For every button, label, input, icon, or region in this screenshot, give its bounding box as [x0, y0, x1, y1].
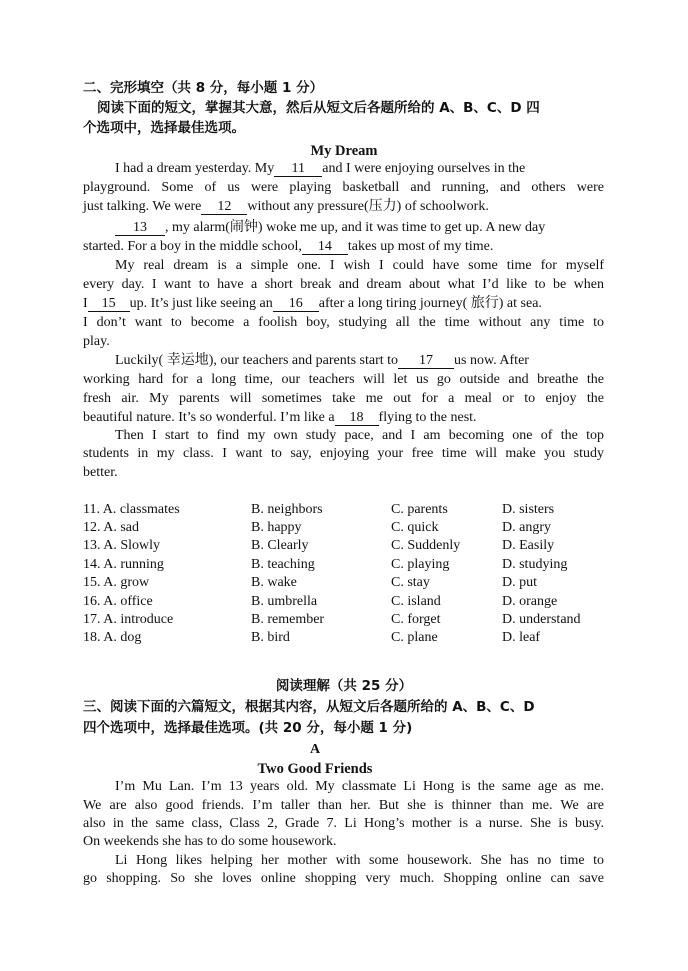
question-17-option-b[interactable]: B. remember: [251, 612, 325, 627]
question-13-option-c[interactable]: C. Suddenly: [391, 538, 461, 553]
passage-text: I had a dream yesterday. My: [115, 161, 275, 176]
question-18-option-b[interactable]: B. bird: [251, 630, 290, 645]
passage-line: I don’t want to become a foolish boy, studying all the time without any time to: [83, 315, 604, 330]
question-11-option-c[interactable]: C. parents: [391, 502, 448, 517]
option-text: A. Slowly: [103, 538, 161, 553]
question-14-option-a[interactable]: [83, 556, 164, 574]
question-number: 16.: [83, 594, 101, 609]
question-15-option-c[interactable]: C. stay: [391, 575, 430, 590]
passage-line: every day. I want to have a short break and dream about what I’d like to be when: [83, 277, 604, 292]
passage-title: My Dream: [310, 143, 378, 159]
option-text: A. sad: [103, 520, 140, 535]
option-text: A. office: [103, 594, 153, 609]
blank-11: 11: [274, 161, 322, 177]
passage-text: us now. After: [454, 353, 529, 368]
blank-15: 15: [88, 296, 130, 312]
question-18-option-a[interactable]: [83, 629, 141, 647]
passage-letter: A: [309, 742, 321, 757]
question-16-option-a[interactable]: [83, 593, 153, 611]
passage-text: just talking. We were: [83, 199, 202, 214]
reading-line: go shopping. So she loves online shopping very much. Shopping online can save: [83, 871, 604, 886]
question-15-option-b[interactable]: B. wake: [251, 575, 297, 590]
reading-passage-title: Two Good Friends: [257, 761, 373, 777]
question-number: 11.: [83, 502, 100, 517]
passage-line: fresh air. My parents will sometimes take me out for a meal or to enjoy the: [83, 391, 604, 406]
question-17-option-d[interactable]: D. understand: [502, 612, 581, 627]
passage-text: , my alarm(闹钟) woke me up, and it was time to get up. A new day: [165, 220, 546, 235]
reading-line: I’m Mu Lan. I’m 13 years old. My classmate Li Hong is the same age as me.: [115, 779, 604, 794]
question-12-option-a[interactable]: [83, 519, 139, 537]
question-11-option-a[interactable]: [83, 501, 180, 519]
option-text: A. running: [103, 557, 164, 572]
option-text: A. grow: [103, 575, 150, 590]
passage-line: playground. Some of us were playing basketball and running, and others were: [83, 180, 604, 195]
passage-text: Luckily( 幸运地), our teachers and parents start to: [115, 353, 399, 368]
passage-text: after a long tiring journey( 旅行) at sea.: [318, 296, 542, 311]
passage-text: up. It’s just like seeing an: [129, 296, 273, 311]
question-13-option-d[interactable]: D. Easily: [502, 538, 555, 553]
question-number: 18.: [83, 630, 101, 645]
reading-line: also in the same class, Class 2, Grade 7. Li Hong’s mother is a nurse. She is busy.: [83, 816, 604, 831]
passage-line: [83, 409, 477, 427]
question-15-option-d[interactable]: D. put: [502, 575, 537, 590]
question-number: 12.: [83, 520, 101, 535]
passage-line: [115, 160, 604, 178]
question-11-option-b[interactable]: B. neighbors: [251, 502, 323, 517]
option-text: A. introduce: [103, 612, 174, 627]
question-14-option-c[interactable]: C. playing: [391, 557, 450, 572]
option-text: A. classmates: [102, 502, 180, 517]
reading-heading: 阅读理解（共 25 分）: [275, 678, 413, 694]
passage-text: without any pressure(压力) of schoolwork.: [247, 199, 489, 214]
question-13-option-a[interactable]: [83, 537, 160, 555]
passage-line: working hard for a long time, our teachers will let us go outside and breathe the: [83, 372, 604, 387]
passage-line: play.: [83, 334, 110, 349]
question-11-option-d[interactable]: D. sisters: [502, 502, 555, 517]
question-number: 17.: [83, 612, 101, 627]
question-14-option-d[interactable]: D. studying: [502, 557, 568, 572]
question-14-option-b[interactable]: B. teaching: [251, 557, 315, 572]
passage-line: My real dream is a simple one. I wish I could have some time for myself: [115, 258, 604, 273]
section-2-instructions-line1: 阅读下面的短文，掌握其大意，然后从短文后各题所给的 A、B、C、D 四: [97, 100, 540, 116]
question-12-option-c[interactable]: C. quick: [391, 520, 439, 535]
blank-18: 18: [335, 410, 379, 426]
blank-16: 16: [273, 296, 319, 312]
passage-line: better.: [83, 465, 118, 480]
passage-line: [115, 352, 529, 370]
question-17-option-c[interactable]: C. forget: [391, 612, 441, 627]
passage-line: [83, 295, 542, 313]
blank-12: 12: [201, 199, 247, 215]
blank-17: 17: [398, 353, 454, 369]
passage-line: [83, 238, 493, 256]
passage-text: takes up most of my time.: [347, 239, 494, 254]
passage-line: Then I start to find my own study pace, and I am becoming one of the top: [115, 428, 604, 443]
passage-text: beautiful nature. It’s so wonderful. I’m like a: [83, 410, 335, 425]
reading-line: Li Hong likes helping her mother with some housework. She has no time to: [115, 853, 604, 868]
passage-text: flying to the nest.: [378, 410, 477, 425]
passage-line: [83, 198, 489, 216]
section-2-instructions-line2: 个选项中，选择最佳选项。: [83, 120, 245, 136]
question-18-option-c[interactable]: C. plane: [391, 630, 438, 645]
question-16-option-c[interactable]: C. island: [391, 594, 441, 609]
question-17-option-a[interactable]: [83, 611, 173, 629]
passage-text: and I were enjoying ourselves in the: [322, 161, 526, 176]
question-number: 14.: [83, 557, 101, 572]
section-2-heading: 二、完形填空（共 8 分，每小题 1 分）: [83, 80, 324, 96]
blank-14: 14: [302, 239, 348, 255]
question-12-option-b[interactable]: B. happy: [251, 520, 302, 535]
question-number: 15.: [83, 575, 101, 590]
section-3-instructions-line1: 三、阅读下面的六篇短文，根据其内容，从短文后各题所给的 A、B、C、D: [83, 699, 535, 715]
question-13-option-b[interactable]: B. Clearly: [251, 538, 309, 553]
question-16-option-b[interactable]: B. umbrella: [251, 594, 318, 609]
passage-text: started. For a boy in the middle school,: [83, 239, 302, 254]
reading-line: We are also good friends. I’m taller than her. But she is thinner than me. We are: [83, 798, 604, 813]
blank-13: 13: [115, 220, 165, 236]
passage-text: I: [83, 296, 88, 311]
question-12-option-d[interactable]: D. angry: [502, 520, 551, 535]
question-number: 13.: [83, 538, 101, 553]
question-15-option-a[interactable]: [83, 574, 149, 592]
reading-line: On weekends she has to do some housework.: [83, 834, 337, 849]
option-text: A. dog: [103, 630, 142, 645]
passage-line: students in my class. I want to say, enjoying your free time will make you study: [83, 446, 604, 461]
passage-line: [115, 219, 545, 237]
question-16-option-d[interactable]: D. orange: [502, 594, 558, 609]
section-3-instructions-line2: 四个选项中，选择最佳选项。(共 20 分，每小题 1 分): [83, 720, 413, 736]
question-18-option-d[interactable]: D. leaf: [502, 630, 541, 645]
